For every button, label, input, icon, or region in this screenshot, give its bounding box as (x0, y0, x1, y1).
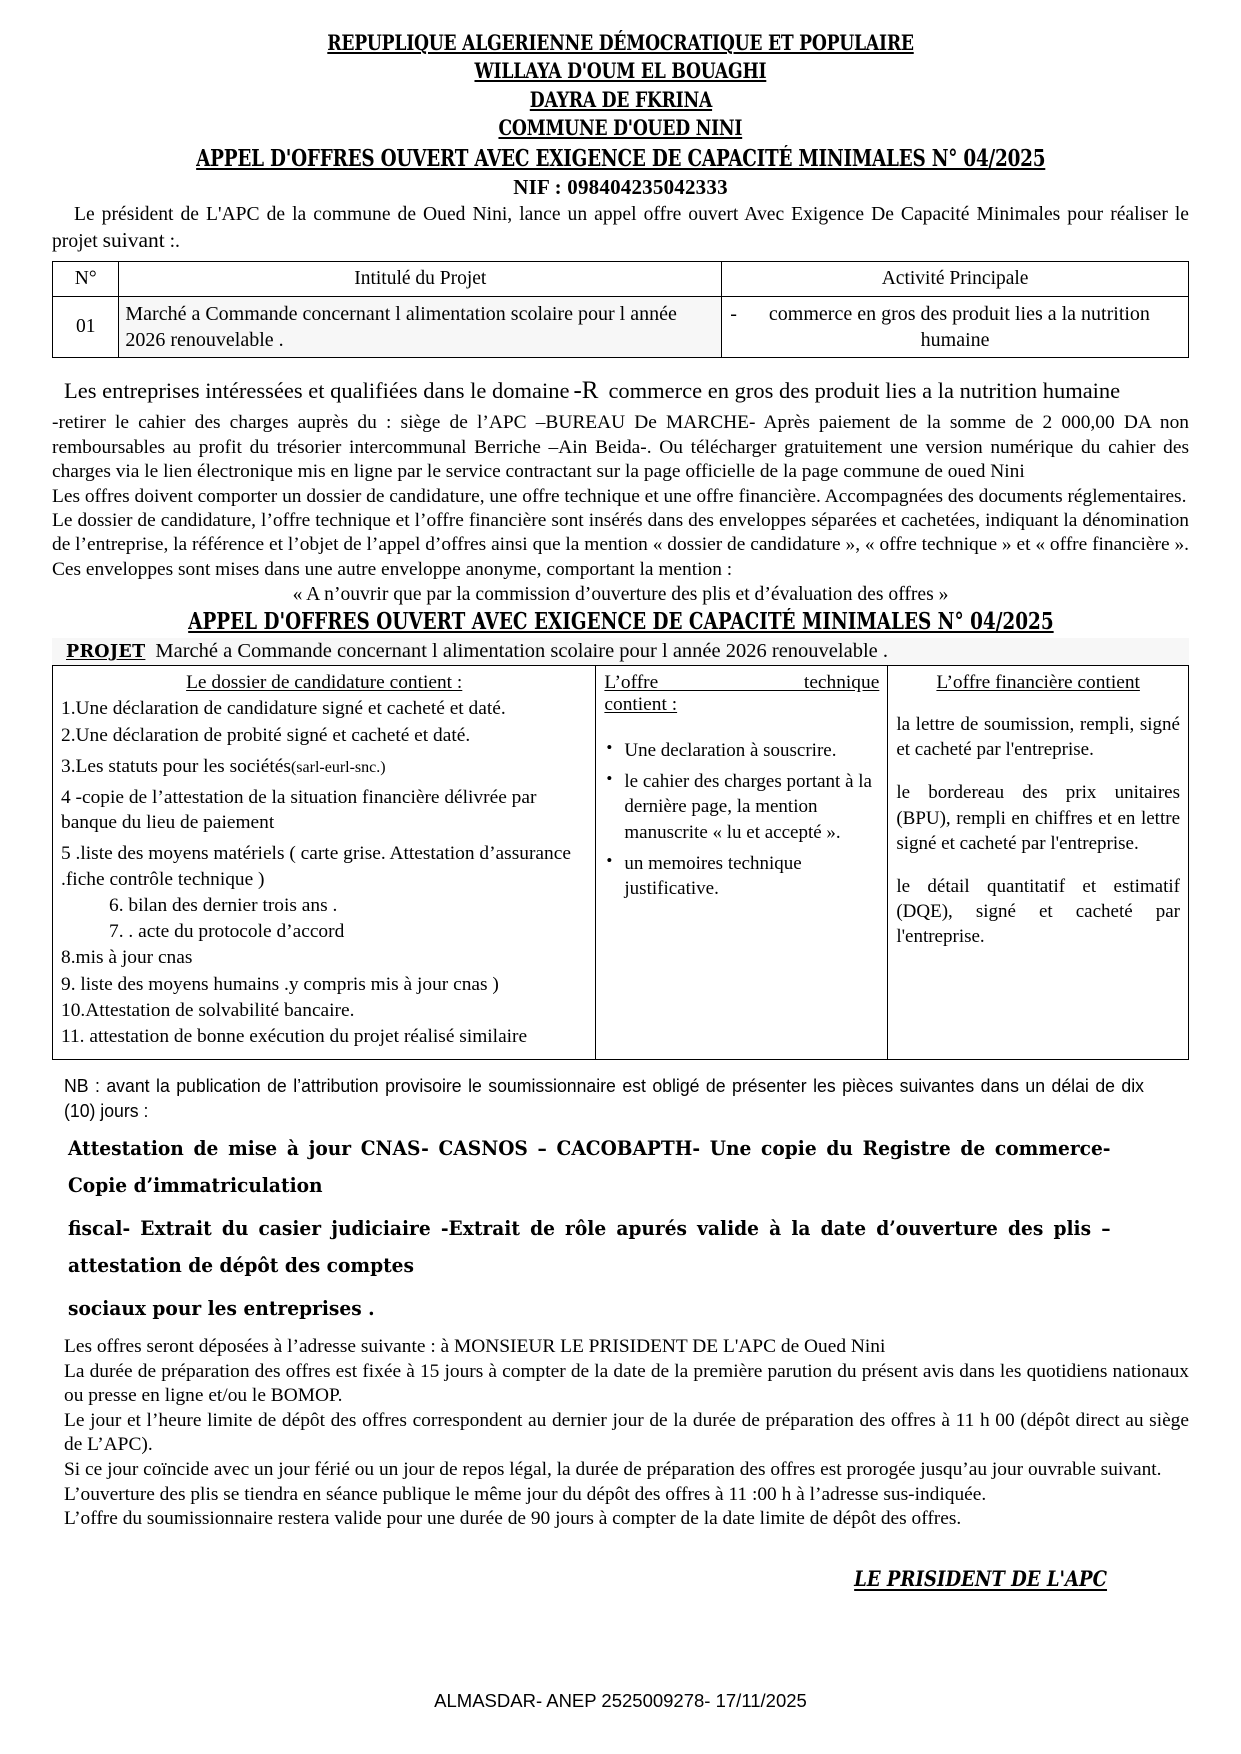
project-table (52, 261, 1189, 358)
requirements-table (52, 665, 1189, 1060)
table-row (53, 297, 1189, 358)
col2-heading-line2: contient : (604, 694, 678, 716)
signature-block: LE PRISIDENT DE L'APC (854, 1565, 1107, 1591)
nb-documents-line3: sociaux pour les entreprises . (68, 1295, 375, 1320)
nif-number: NIF : 098404235042333 (513, 174, 728, 199)
paragraph-retirer: -retirer le cahier des charges auprès du : siège de l’APC –BUREAU De MARCHE- Après paiement de la somme de 2 000,00 DA non remboursables au profit du trésorier intercommunal Berriche –Ain Beida-. Ou télécharger gratuitement une version numérique du cahier des charges via le lien électronique mis en ligne par le service contractant sur la page officielle de la page commune de oued Nini (52, 412, 1189, 483)
requirements-col-technique (596, 666, 888, 1060)
closing-jour-ferie: Si ce jour coïncide avec un jour férié ou un jour de repos légal, la durée de préparation des offres est prorogée jusqu’au jour ouvrable suivant. (64, 1459, 1162, 1481)
entreprises-suffix: commerce en gros des produit lies a la nutrition humaine (608, 378, 1121, 404)
closing-validite: L’offre du soumissionnaire restera valide pour une durée de 90 jours à compter de la date limite de dépôt des offres. (64, 1508, 962, 1530)
header-line-republic: REPUPLIQUE ALGERIENNE DÉMOCRATIQUE ET POPULAIRE (327, 31, 914, 56)
column-header-activite: Activité Principale (722, 262, 1189, 297)
header-line-daira: DAYRA DE FKRINA (529, 87, 712, 113)
closing-heure-limite: Le jour et l’heure limite de dépôt des offres correspondent au dernier jour de la durée de préparation des offres à 11 h 00 (dépôt direct au siège de L’APC). (64, 1409, 1189, 1456)
intro-paragraph (52, 202, 1189, 255)
closing-adresse: Les offres seront déposées à l’adresse suivante : à MONSIEUR LE PRISIDENT DE L'APC de Oued Nini (64, 1335, 886, 1357)
list-item: • Une declaration à souscrire. (604, 738, 879, 763)
nb-documents-line2: fiscal- Extrait du casier judiciaire -Extrait de rôle apurés valide à la date d’ouverture des plis –attestation de dépôt des comptes (68, 1215, 1111, 1277)
col1-heading: Le dossier de candidature contient : (186, 672, 463, 694)
entreprises-paragraph (52, 374, 1189, 407)
closing-paragraphs (52, 1335, 1189, 1532)
projet-line (52, 638, 1189, 665)
list-item: la lettre de soumission, rempli, signé et cacheté par l'entreprise. (896, 714, 1180, 761)
projet-text: Marché a Commande concernant l alimentation scolaire pour l année 2026 renouvelable . (155, 640, 888, 663)
entreprises-prefix: Les entreprises intéressées et qualifiées dans le domaine (64, 378, 570, 404)
list-item: 6. bilan des dernier trois ans . (109, 894, 338, 916)
list-item: 7. . acte du protocole d’accord (109, 921, 345, 943)
anep-footer: ALMASDAR- ANEP 2525009278- 17/11/2025 (434, 1690, 807, 1711)
requirements-row (53, 666, 1189, 1060)
table-header-row (53, 262, 1189, 297)
list-item: • le cahier des charges portant à la dernière page, la mention manuscrite « lu et accepté ». (604, 769, 879, 844)
column-header-intitule: Intitulé du Projet (119, 262, 722, 297)
list-item: 2.Une déclaration de probité signé et cacheté et daté. (61, 724, 471, 746)
cell-project-activite (722, 297, 1189, 358)
activite-text: commerce en gros des produit lies a la nutrition humaine (768, 303, 1150, 352)
header-line-tender-title: APPEL D'OFFRES OUVERT AVEC EXIGENCE DE CAPACITÉ MINIMALES N° 04/2025 (195, 144, 1046, 172)
list-item-text: 3.Les statuts pour les sociétés (61, 755, 291, 777)
column-header-num: N° (53, 262, 119, 297)
list-item: 9. liste des moyens humains .y compris mis à jour cnas ) (61, 973, 499, 995)
appel-offres-repeat: APPEL D'OFFRES OUVERT AVEC EXIGENCE DE CAPACITÉ MINIMALES N° 04/2025 (187, 608, 1054, 636)
closing-ouverture-plis: L’ouverture des plis se tiendra en séance publique le même jour du dépôt des offres à 11 :00 h à l’adresse sus-indiquée. (64, 1483, 987, 1505)
list-item: 5 .liste des moyens matériels ( carte grise. Attestation d’assurance .fiche contrôle technique ) (61, 843, 571, 890)
col2-spacer (604, 716, 879, 732)
list-item: le détail quantitatif et estimatif (DQE), signé et cacheté par l'entreprise. (896, 875, 1180, 947)
requirements-col-candidature (53, 666, 596, 1060)
entreprises-mark: -R (573, 377, 599, 405)
list-item: 1.Une déclaration de candidature signé et cacheté et daté. (61, 698, 506, 720)
cell-project-num: 01 (53, 297, 119, 358)
document-header (52, 30, 1189, 174)
paragraph-dossier-candidature: Le dossier de candidature, l’offre technique et l’offre financière sont insérés dans des enveloppes séparées et cachetées, indiquant la dénomination de l’entreprise, la référence et l’objet de l’appel d’offres ainsi que la mention « dossier de candidature », « offre technique » et « offre financière ». Ces enveloppes sont mises dans une autre enveloppe anonyme, comportant la mention : (52, 510, 1189, 580)
intro-text-part1: Le président de L'APC de la commune de Oued Nini, lance un appel offre ouvert Avec Exigence De Capacité Minimales pour réaliser le projet (52, 203, 1189, 253)
nb-note: NB : avant la publication de l’attribution provisoire le soumissionnaire est obligé de présenter les pièces suivantes dans un délai de dix (10) jours : (64, 1075, 1144, 1122)
list-item: le bordereau des prix unitaires (BPU), rempli en chiffres et en lettre signé et cacheté par l'entreprise. (896, 782, 1180, 854)
list-item (61, 754, 587, 779)
intro-text-part2: :. (164, 231, 180, 253)
list-item-suffix: (sarl-eurl-snc.) (290, 758, 386, 776)
header-line-commune: COMMUNE D'OUED NINI (498, 116, 743, 142)
list-item: • un memoires technique justificative. (604, 851, 879, 901)
list-item: 11. attestation de bonne exécution du projet réalisé similaire (61, 1025, 528, 1047)
list-item: 4 -copie de l’attestation de la situation financière délivrée par banque du lieu de paiement (61, 786, 537, 834)
projet-label: PROJET (66, 642, 146, 663)
col2-heading-line1: L’offre technique (604, 672, 880, 694)
list-item: 10.Attestation de solvabilité bancaire. (61, 999, 355, 1021)
col3-heading: L’offre financière contient (936, 672, 1140, 694)
mention-enveloppe: « A n’ouvrir que par la commission d’ouverture des plis et d’évaluation des offres » (292, 584, 949, 606)
list-item: 8.mis à jour cnas (61, 947, 193, 969)
requirements-col-financiere (888, 666, 1189, 1060)
intro-text-suivant: suivant (102, 228, 165, 253)
body-paragraphs (52, 411, 1189, 582)
cell-project-intitule: Marché a Commande concernant l alimentation scolaire pour l année 2026 renouvelable . (119, 297, 722, 358)
nb-documents-line1: Attestation de mise à jour CNAS- CASNOS – CACOBAPTH- Une copie du Registre de commerce- Copie d’immatriculation (68, 1135, 1111, 1197)
header-line-wilaya: WILLAYA D'OUM EL BOUAGHI (474, 59, 767, 85)
closing-duree: La durée de préparation des offres est fixée à 15 jours à compter de la date de la première parution du présent avis dans les quotidiens nationaux ou presse en ligne et/ou le BOMOP. (64, 1360, 1189, 1407)
paragraph-offres-doivent: Les offres doivent comporter un dossier de candidature, une offre technique et une offre financière. Accompagnées des documents réglementaires. (52, 485, 1187, 507)
activite-dash: - (730, 303, 737, 326)
